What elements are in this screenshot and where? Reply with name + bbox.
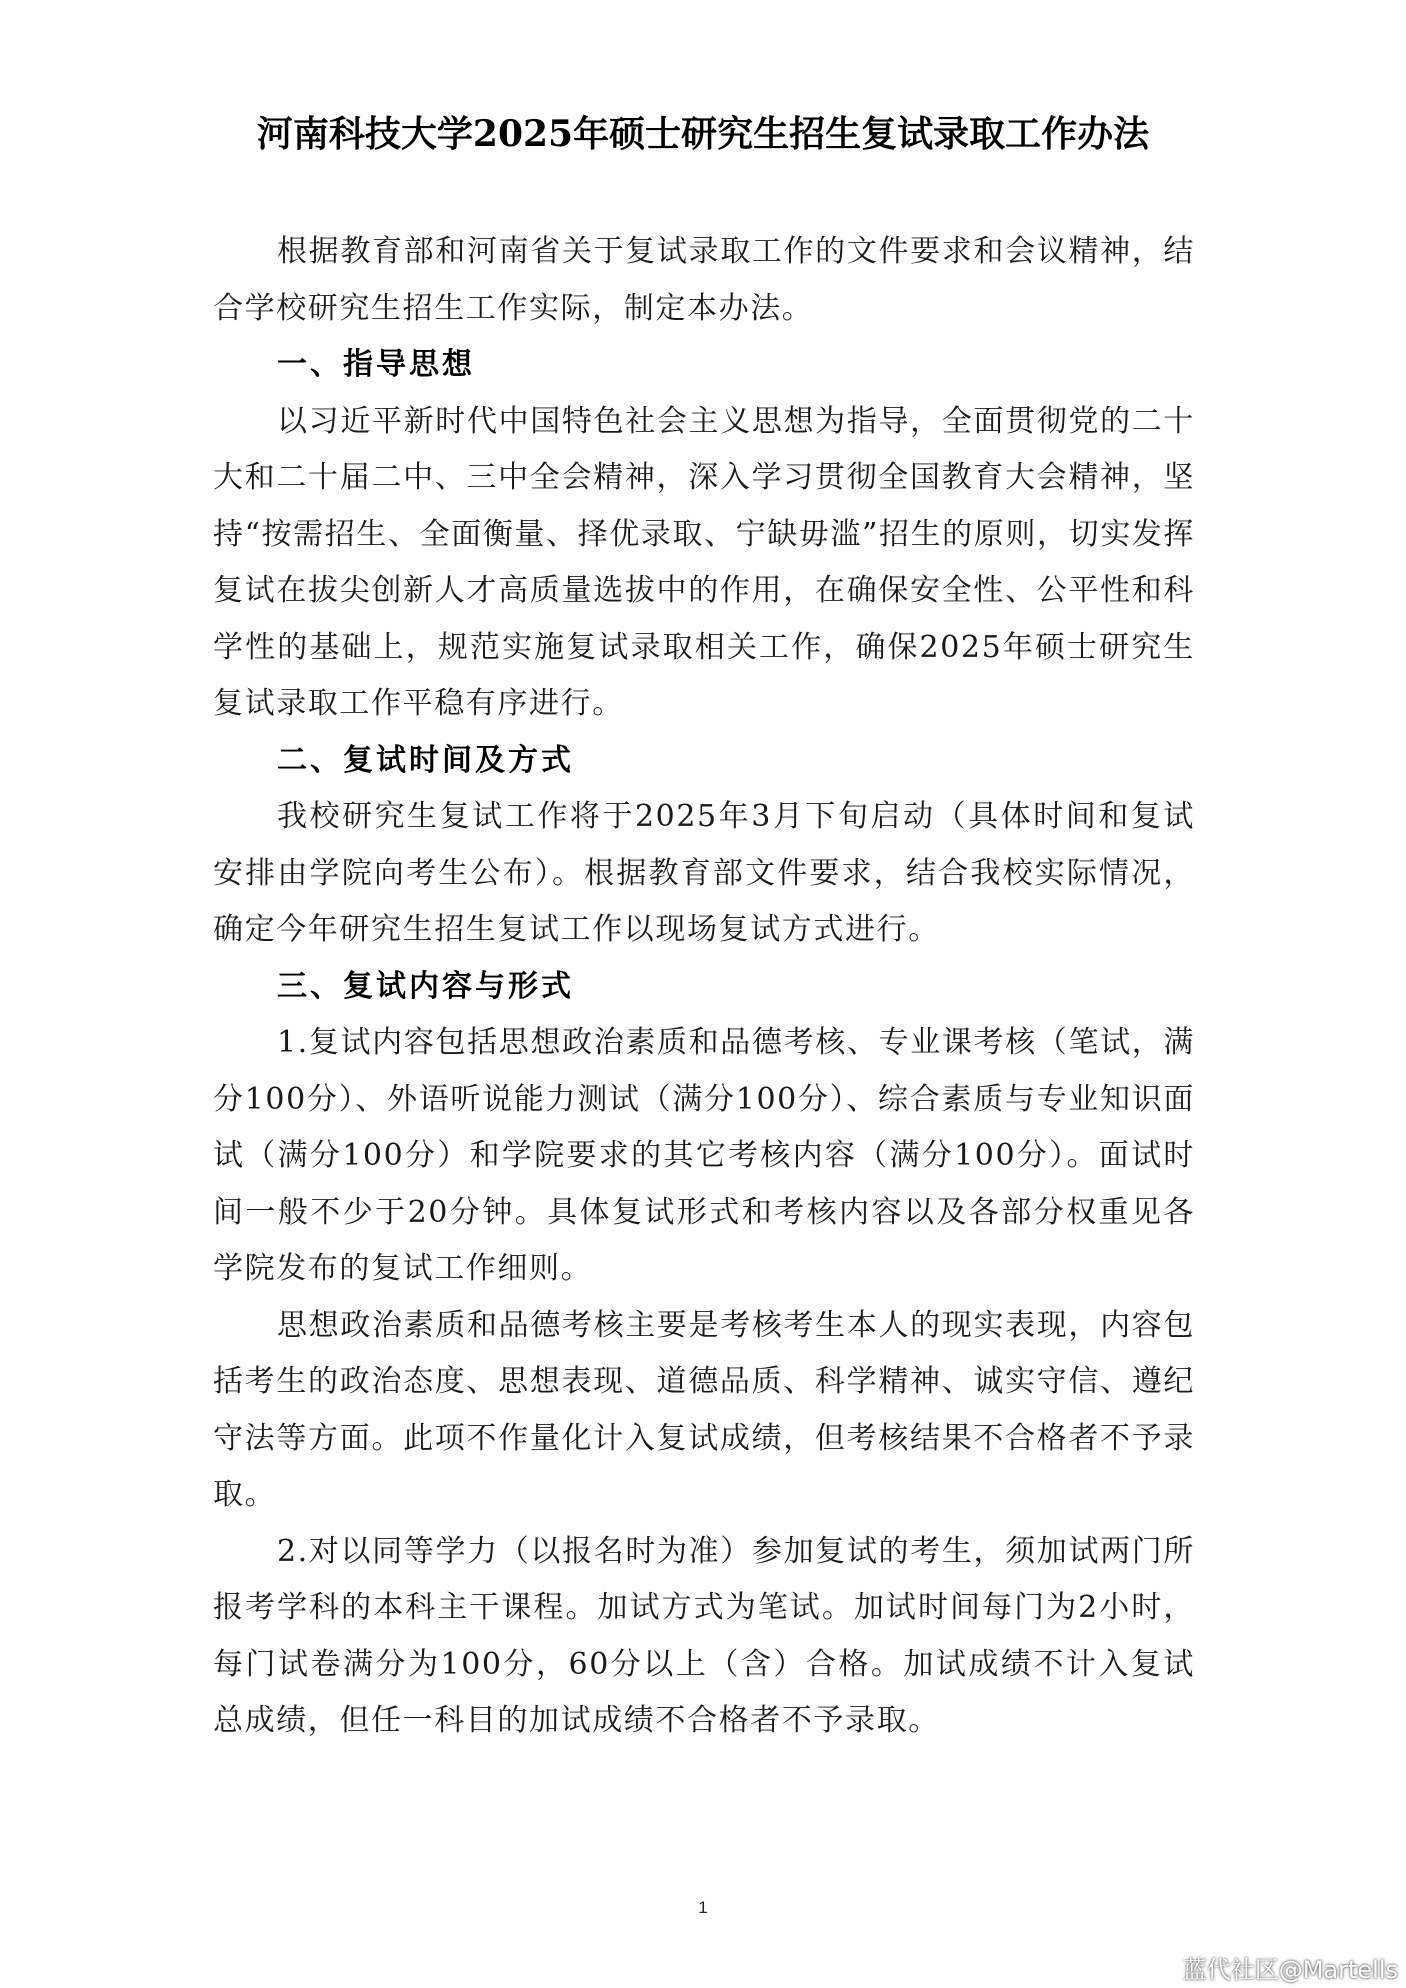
moral-assessment-paragraph: 思想政治素质和品德考核主要是考核考生本人的现实表现，内容包括考生的政治态度、思想表现、道德品质、科学精神、诚实守信、遵纪守法等方面。此项不作量化计入复试成绩，但考核结果不合格者不予录取。 bbox=[213, 1307, 1195, 1512]
time-method-paragraph: 我校研究生复试工作将于2025年3月下旬启动（具体时间和复试安排由学院向考生公布）。根据教育部文件要求，结合我校实际情况，确定今年研究生招生复试工作以现场复试方式进行。 bbox=[213, 799, 1195, 947]
document-body bbox=[213, 224, 1195, 1750]
page-title: 河南科技大学2025年硕士研究生招生复试录取工作办法 bbox=[256, 113, 1150, 155]
guiding-thought-paragraph: 以习近平新时代中国特色社会主义思想为指导，全面贯彻党的二十大和二十届二中、三中全会精神，深入学习贯彻全国教育大会精神，坚持“按需招生、全面衡量、择优录取、宁缺毋滥”招生的原则，切实发挥复试在拔尖创新人才高质量选拔中的作用，在确保安全性、公平性和科学性的基础上，规范实施复试录取相关工作，确保2025年硕士研究生复试录取工作平稳有序进行。 bbox=[213, 403, 1195, 721]
section-heading-time-method: 二、复试时间及方式 bbox=[277, 742, 574, 778]
content-form-paragraph-2: 2.对以同等学力（以报名时为准）参加复试的考生，须加试两门所报考学科的本科主干课程。加试方式为笔试。加试时间每门为2小时，每门试卷满分为100分，60分以上（含）合格。加试成绩不计入复试总成绩，但任一科目的加试成绩不合格者不予录取。 bbox=[213, 1533, 1195, 1738]
content-form-paragraph-1: 1.复试内容包括思想政治素质和品德考核、专业课考核（笔试，满分100分）、外语听说能力测试（满分100分）、综合素质与专业知识面试（满分100分）和学院要求的其它考核内容（满分100分）。面试时间一般不少于20分钟。具体复试形式和考核内容以及各部分权重见各学院发布的复试工作细则。 bbox=[213, 1025, 1195, 1286]
watermark: 蓝代社区@Martells bbox=[1182, 1956, 1398, 1984]
intro-paragraph: 根据教育部和河南省关于复试录取工作的文件要求和会议精神，结合学校研究生招生工作实际，制定本办法。 bbox=[213, 234, 1195, 326]
section-heading-content-form: 三、复试内容与形式 bbox=[277, 968, 574, 1004]
section-heading-guiding-thought: 一、指导思想 bbox=[277, 347, 475, 382]
page-number: 1 bbox=[698, 1898, 708, 1917]
